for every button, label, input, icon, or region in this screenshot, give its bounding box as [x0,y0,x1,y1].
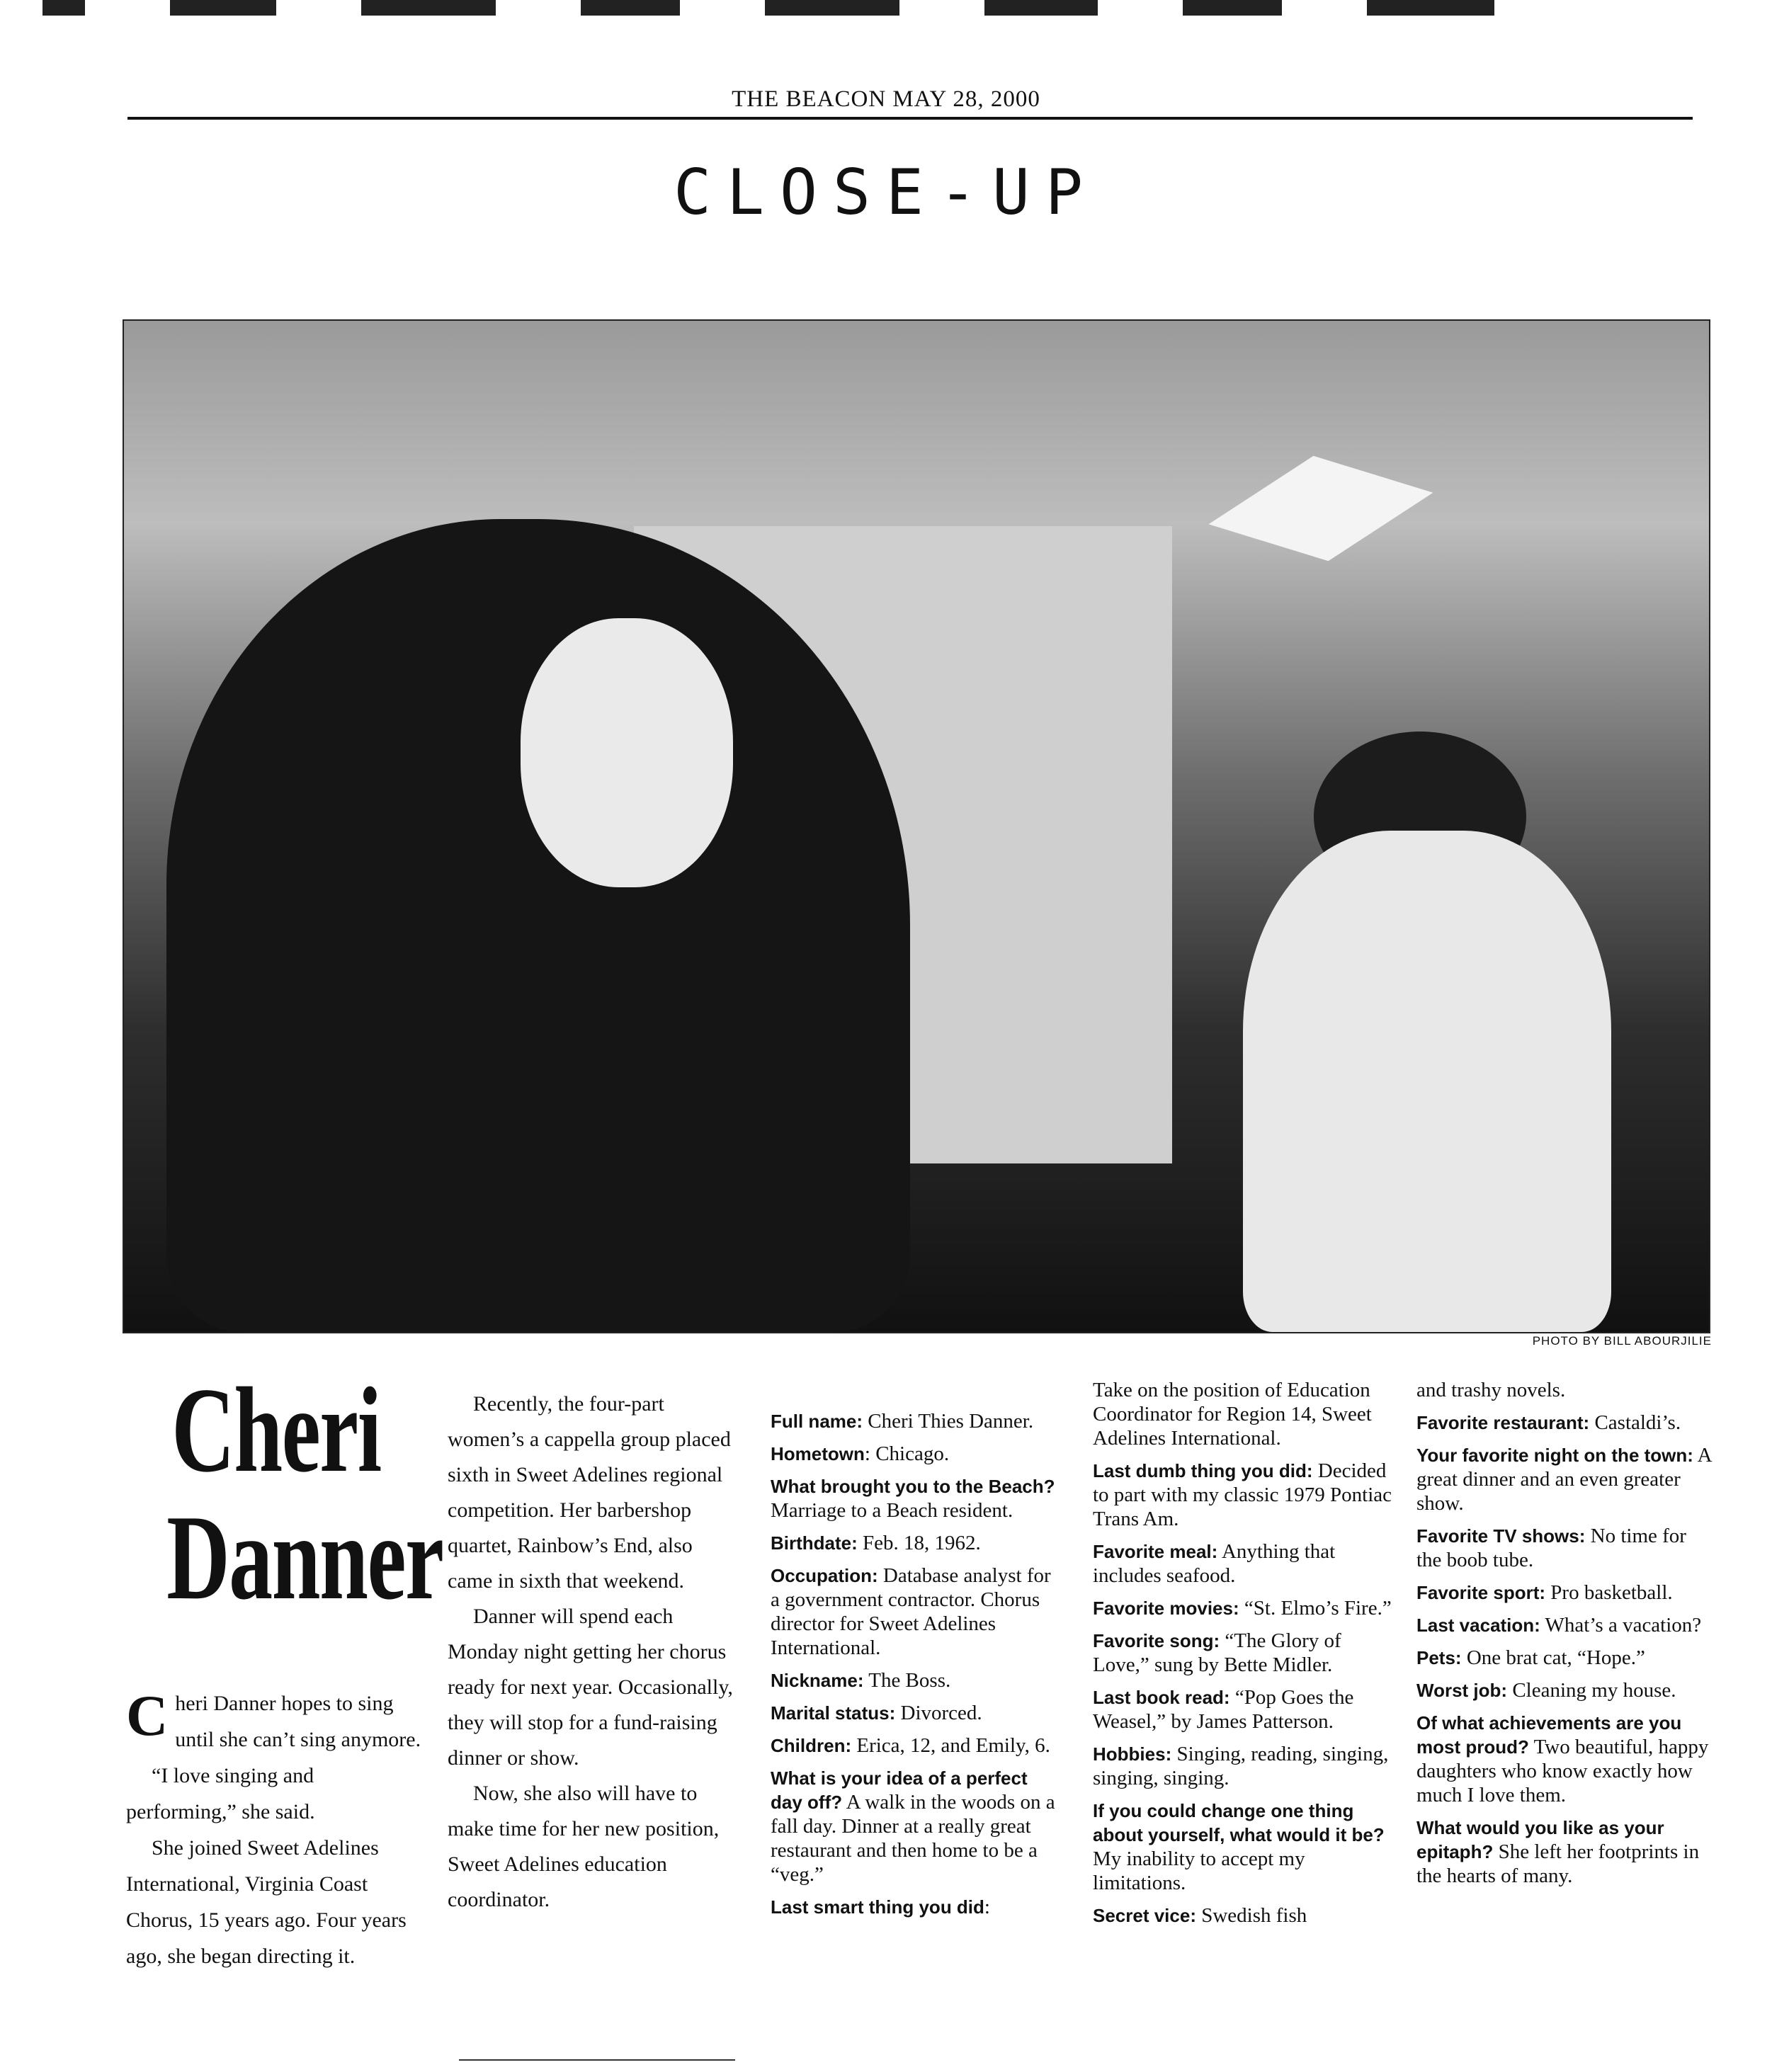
qa-answer: Decided to part with my classic 1979 Pontiac Trans Am. [1093,1459,1392,1530]
qa-answer: “Pop Goes the Weasel,” by James Patterson. [1093,1686,1354,1733]
photo-credit: PHOTO BY BILL ABOURJILIE [1532,1334,1712,1348]
qa-column-2 [1093,1378,1397,1936]
qa-item [771,1895,1061,1919]
article-paragraph: Now, she also will have to make time for her new position, Sweet Adelines education coordinator. [448,1782,720,1911]
qa-item [1416,1613,1714,1637]
qa-question: Last vacation: [1416,1615,1540,1636]
qa-question: Occupation: [771,1565,878,1586]
qa-item [1416,1711,1714,1807]
qa-question: Last dumb thing you did: [1093,1460,1313,1481]
qa-answer: and trashy novels. [1416,1379,1566,1401]
qa-question: Worst job: [1416,1680,1508,1701]
qa-item [771,1766,1061,1886]
qa-item [1416,1646,1714,1670]
qa-answer: Feb. 18, 1962. [857,1532,981,1554]
article-paragraph: She joined Sweet Adelines International, Virginia Coast Chorus, 15 years ago. Four years ago, she began directing it. [126,1836,407,1968]
qa-item [1416,1816,1714,1888]
qa-answer: Take on the position of Education Coordinator for Region 14, Sweet Adelines International. [1093,1379,1372,1450]
qa-item [1093,1629,1397,1677]
qa-item [771,1668,1061,1692]
qa-answer: Erica, 12, and Emily, 6. [851,1734,1050,1757]
qa-question: Birthdate: [771,1532,858,1554]
qa-question: Favorite meal: [1093,1541,1218,1562]
qa-question: Favorite restaurant: [1416,1412,1590,1433]
header-rule [127,117,1693,120]
qa-question: Hometown [771,1443,865,1464]
qa-answer: She left her footprints in the hearts of many. [1416,1840,1700,1887]
qa-question: Last book read: [1093,1687,1230,1708]
qa-question: Favorite movies: [1093,1598,1239,1619]
qa-question: Pets: [1416,1647,1462,1668]
qa-question: What is your idea of a perfect day off? [771,1768,1028,1813]
qa-column-3 [1416,1378,1714,1896]
qa-item [1093,1903,1397,1928]
qa-item [771,1734,1061,1758]
qa-answer: Cleaning my house. [1507,1679,1676,1702]
qa-answer: “St. Elmo’s Fire.” [1239,1597,1392,1620]
qa-column-1 [771,1409,1061,1928]
qa-answer: Two beautiful, happy daughters who know exactly how much I love them. [1416,1736,1709,1806]
qa-item [1093,1378,1397,1450]
qa-item [1093,1539,1397,1588]
qa-question: Last smart thing you did [771,1896,984,1918]
qa-answer: Singing, reading, singing, singing, singing. [1093,1743,1389,1789]
qa-answer: One brat cat, “Hope.” [1461,1646,1645,1669]
qa-item [1093,1742,1397,1790]
headline-last-name: Danner [166,1491,443,1625]
qa-question: What brought you to the Beach? [771,1476,1055,1497]
qa-question: If you could change one thing about yourself, what would it be? [1093,1800,1385,1845]
qa-item [771,1409,1061,1433]
qa-answer: Database analyst for a government contractor. Chorus director for Sweet Adelines International. [771,1564,1051,1659]
qa-question: Favorite song: [1093,1630,1220,1651]
qa-question: Your favorite night on the town: [1416,1445,1693,1466]
qa-item [1093,1459,1397,1531]
qa-answer: Anything that includes seafood. [1093,1540,1336,1587]
masthead-fragment [0,0,1772,16]
qa-answer: My inability to accept my limitations. [1093,1848,1305,1894]
qa-item [1416,1411,1714,1435]
qa-answer: “The Glory of Love,” sung by Bette Midler. [1093,1629,1341,1676]
qa-question: Favorite sport: [1416,1582,1546,1603]
qa-item [1416,1678,1714,1702]
qa-item [1416,1378,1714,1402]
qa-question: Hobbies: [1093,1743,1172,1765]
qa-answer: : Chicago. [864,1442,950,1465]
qa-question: Marital status: [771,1702,896,1724]
qa-item [771,1531,1061,1555]
drop-cap: C [126,1683,169,1748]
qa-item [1416,1524,1714,1572]
qa-item [771,1474,1061,1522]
article-paragraph: “I love singing and performing,” she said. [126,1764,315,1823]
qa-answer: A great dinner and an even greater show. [1416,1444,1711,1515]
article-column-1 [126,1685,424,1974]
dateline: THE BEACON MAY 28, 2000 [732,86,1040,112]
qa-answer: No time for the boob tube. [1416,1525,1686,1571]
section-title: CLOSE-UP [674,156,1098,229]
qa-item [1093,1685,1397,1734]
qa-question: Children: [771,1735,852,1756]
qa-answer: Pro basketball. [1545,1581,1673,1604]
qa-answer: Divorced. [895,1702,982,1724]
qa-question: Favorite TV shows: [1416,1525,1586,1547]
qa-answer: What’s a vacation? [1540,1614,1702,1636]
headline-name [166,1363,443,1625]
qa-question: Full name: [771,1411,863,1432]
feature-photo [123,319,1710,1333]
qa-answer: Marriage to a Beach resident. [771,1499,1013,1522]
qa-item [771,1564,1061,1660]
qa-answer: Swedish fish [1195,1904,1307,1927]
qa-question: What would you like as your epitaph? [1416,1817,1664,1862]
qa-item [1093,1799,1397,1895]
headline-first-name: Cheri [171,1363,381,1498]
qa-item [771,1701,1061,1725]
article-paragraph: Cheri Danner hopes to sing until she can’t sing anymore. [126,1683,421,1751]
qa-item [771,1442,1061,1466]
article-paragraph: Recently, the four-part women’s a cappella group placed sixth in Sweet Adelines regional competition. Her barbershop quartet, Rainbow’s End, also came in sixth that weekend. [448,1392,731,1593]
qa-answer: : [984,1896,990,1918]
qa-answer: The Boss. [863,1669,951,1692]
qa-answer: Castaldi’s. [1589,1411,1681,1434]
article-paragraph: Danner will spend each Monday night getting her chorus ready for next year. Occasionally, they will stop for a fund-raising dinner or show. [448,1605,733,1770]
qa-question: Nickname: [771,1670,864,1691]
qa-answer: A walk in the woods on a fall day. Dinner at a really great restaurant and then home to be a “veg.” [771,1791,1055,1886]
qa-item [1416,1443,1714,1515]
column-end-rule [459,2059,735,2061]
qa-answer: Cheri Thies Danner. [863,1410,1034,1433]
qa-item [1093,1596,1397,1620]
qa-item [1416,1581,1714,1605]
qa-question: Of what achievements are you most proud? [1416,1712,1682,1758]
qa-question: Secret vice: [1093,1905,1196,1926]
article-column-2 [448,1387,741,1918]
